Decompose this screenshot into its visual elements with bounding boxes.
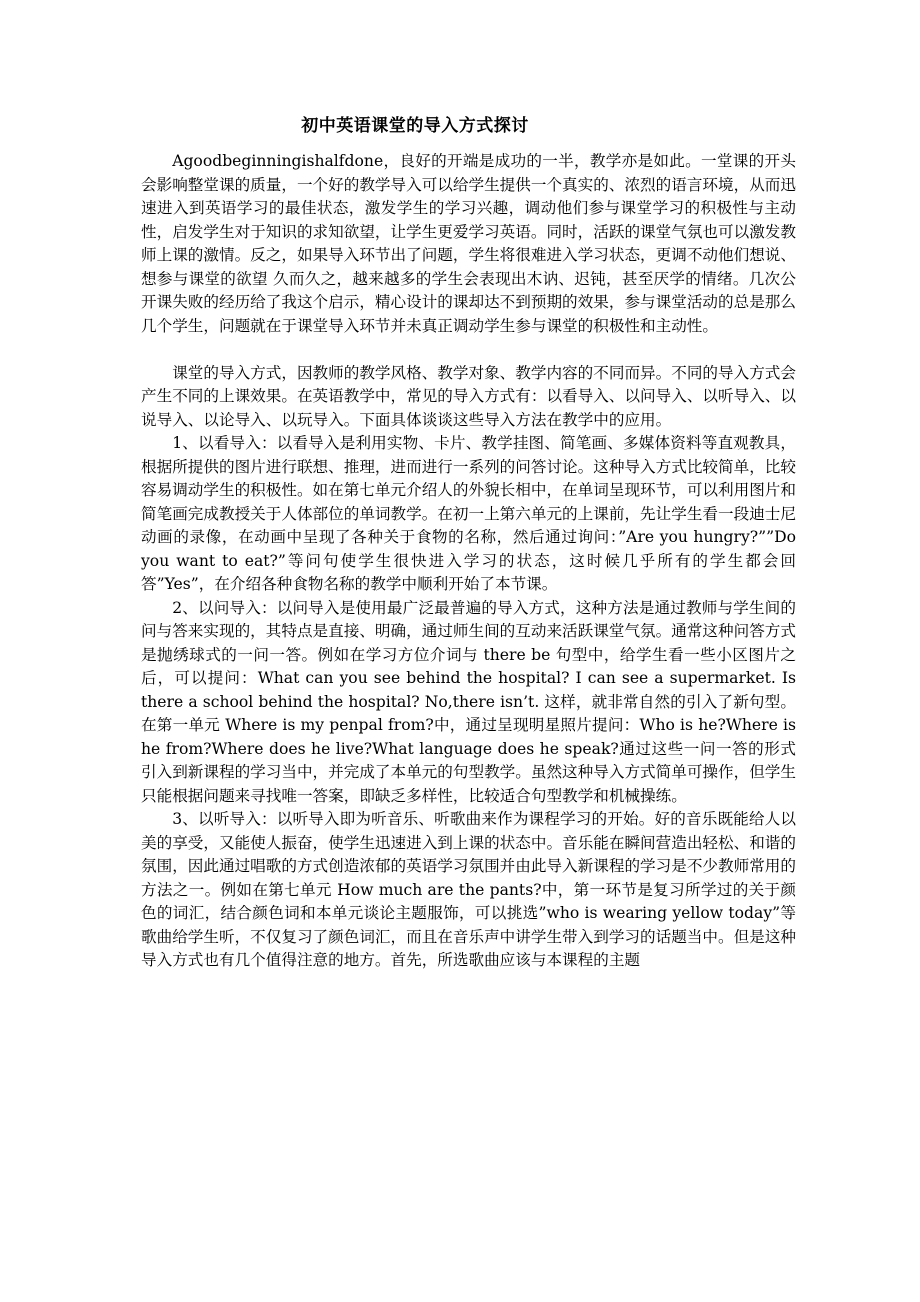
paragraph-methods-overview: 课堂的导入方式，因教师的教学风格、教学对象、教学内容的不同而异。不同的导入方式会产生不同的上课效果。在英语教学中，常见的导入方式有：以看导入、以问导入、以听导入、以说导入、以论导入、以玩导入。下面具体谈谈这些导入方法在教学中的应用。 [141, 363, 796, 429]
paragraph-intro: Agoodbeginningishalfdone，良好的开端是成功的一半，教学亦是如此。一堂课的开头会影响整堂课的质量，一个好的教学导入可以给学生提供一个真实的、浓烈的语言环境，从而迅速进入到英语学习的最佳状态，激发学生的学习兴趣，调动他们参与课堂学习的积极性与主动性，启发学生对于知识的求知欲望，让学生更爱学习英语。同时，活跃的课堂气氛也可以激发教师上课的激情。反之，如果导入环节出了问题，学生将很难进入学习状态，更调不动他们想说、想参与课堂的欲望 久而久之，越来越多的学生会表现出木讷、迟钝，甚至厌学的情绪。几次公开课失败的经历给了我这个启示，精心设计的课却达不到预期的效果，参与课堂活动的总是那么几个学生，问题就在于课堂导入环节并未真正调动学生参与课堂的积极性和主动性。 [141, 152, 796, 335]
document-title: 初中英语课堂的导入方式探讨 [301, 116, 529, 136]
paragraph-look-introduction: 1、以看导入：以看导入是利用实物、卡片、教学挂图、简笔画、多媒体资料等直观教具，根据所提供的图片进行联想、推理，进而进行一系列的问答讨论。这种导入方式比较简单，比较容易调动学生的积极性。如在第七单元介绍人的外貌长相中，在单词呈现环节，可以利用图片和简笔画完成教授关于人体部位的单词教学。在初一上第六单元的上课前，先让学生看一段迪士尼动画的录像，在动画中呈现了各种关于食物的名称，然后通过询问：”Are you hungry?””Do you want to eat?”等问句使学生很快进入学习的状态，这时候几乎所有的学生都会回答”Yes”，在介绍各种食物名称的教学中顺利开始了本节课。 [141, 434, 796, 593]
document-body [141, 150, 796, 973]
paragraph-question-introduction: 2、以问导入：以问导入是使用最广泛最普遍的导入方式，这种方法是通过教师与学生间的问与答来实现的，其特点是直接、明确，通过师生间的互动来活跃课堂气氛。通常这种问答方式是抛绣球式的一问一答。例如在学习方位介词与 there be 句型中，给学生看一些小区图片之后，可以提问：What can you see behind the hospital? I can see a supermarket. Is there a school behind the hospital? No,there isn’t. 这样，就非常自然的引入了新句型。在第一单元 Where is my penpal from?中，通过呈现明星照片提问：Who is he?Where is he from?Where does he live?What language does he speak?通过这些一问一答的形式引入到新课程的学习当中，并完成了本单元的句型教学。虽然这种导入方式简单可操作，但学生只能根据问题来寻找唯一答案，即缺乏多样性，比较适合句型教学和机械操练。 [141, 598, 796, 805]
paragraph-listen-introduction: 3、以听导入：以听导入即为听音乐、听歌曲来作为课程学习的开始。好的音乐既能给人以美的享受，又能使人振奋，使学生迅速进入到上课的状态中。音乐能在瞬间营造出轻松、和谐的氛围，因此通过唱歌的方式创造浓郁的英语学习氛围并由此导入新课程的学习是不少教师常用的方法之一。例如在第七单元 How much are the pants?中，第一环节是复习所学过的关于颜色的词汇，结合颜色词和本单元谈论主题服饰，可以挑选”who is wearing yellow today”等歌曲给学生听，不仅复习了颜色词汇，而且在音乐声中讲学生带入到学习的话题当中。但是这种导入方式也有几个值得注意的地方。首先，所选歌曲应该与本课程的主题 [141, 810, 796, 969]
